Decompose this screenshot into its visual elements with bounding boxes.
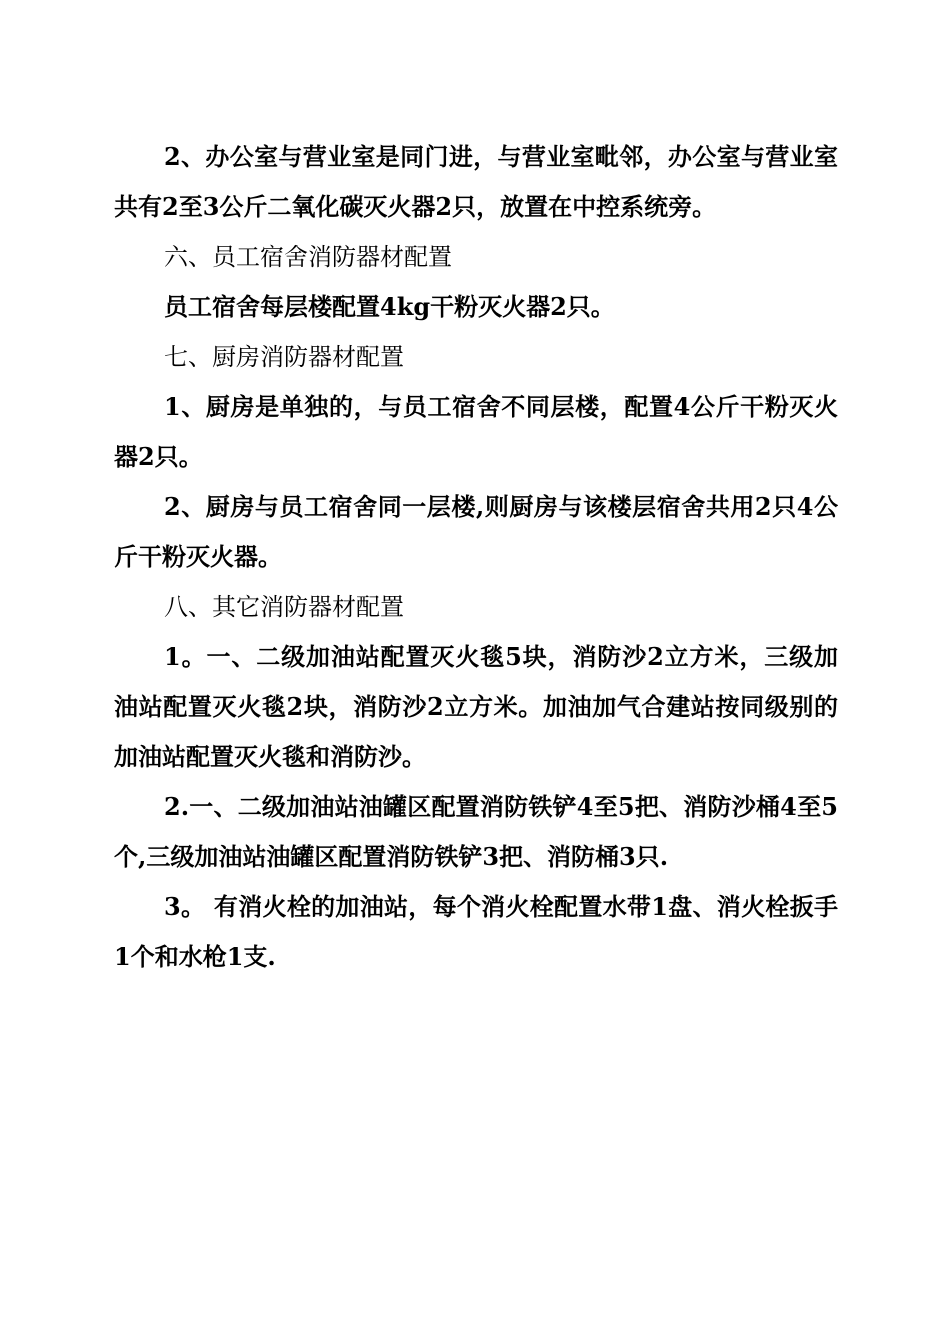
section-heading-other: 八、其它消防器材配置 xyxy=(164,593,404,621)
section-heading-kitchen: 七、厨房消防器材配置 xyxy=(164,343,404,371)
paragraph-shovels-buckets: 2.一、二级加油站油罐区配置消防铁铲4至5把、消防沙桶4至5个,三级加油站油罐区配置消防铁铲3把、消防桶3只. xyxy=(114,792,838,871)
paragraph-fire-blankets-sand: 1。一、二级加油站配置灭火毯5块，消防沙2立方米，三级加油站配置灭火毯2块，消防沙2立方米。加油加气合建站按同级别的加油站配置灭火毯和消防沙。 xyxy=(114,642,838,771)
paragraph-hydrant-equipment: 3。 有消火栓的加油站，每个消火栓配置水带1盘、消火栓扳手1个和水枪1支. xyxy=(114,892,838,971)
document-page xyxy=(114,132,838,982)
section-heading-dormitory: 六、员工宿舍消防器材配置 xyxy=(164,243,452,271)
paragraph-kitchen-separate: 1、厨房是单独的，与员工宿舍不同层楼，配置4公斤干粉灭火器2只。 xyxy=(114,392,838,471)
paragraph-office-extinguishers: 2、办公室与营业室是同门进，与营业室毗邻，办公室与营业室共有2至3公斤二氧化碳灭火器2只，放置在中控系统旁。 xyxy=(114,142,838,221)
paragraph-dormitory-extinguishers: 员工宿舍每层楼配置4kg干粉灭火器2只。 xyxy=(164,292,615,321)
paragraph-kitchen-shared: 2、厨房与员工宿舍同一层楼,则厨房与该楼层宿舍共用2只4公斤干粉灭火器。 xyxy=(114,492,838,571)
